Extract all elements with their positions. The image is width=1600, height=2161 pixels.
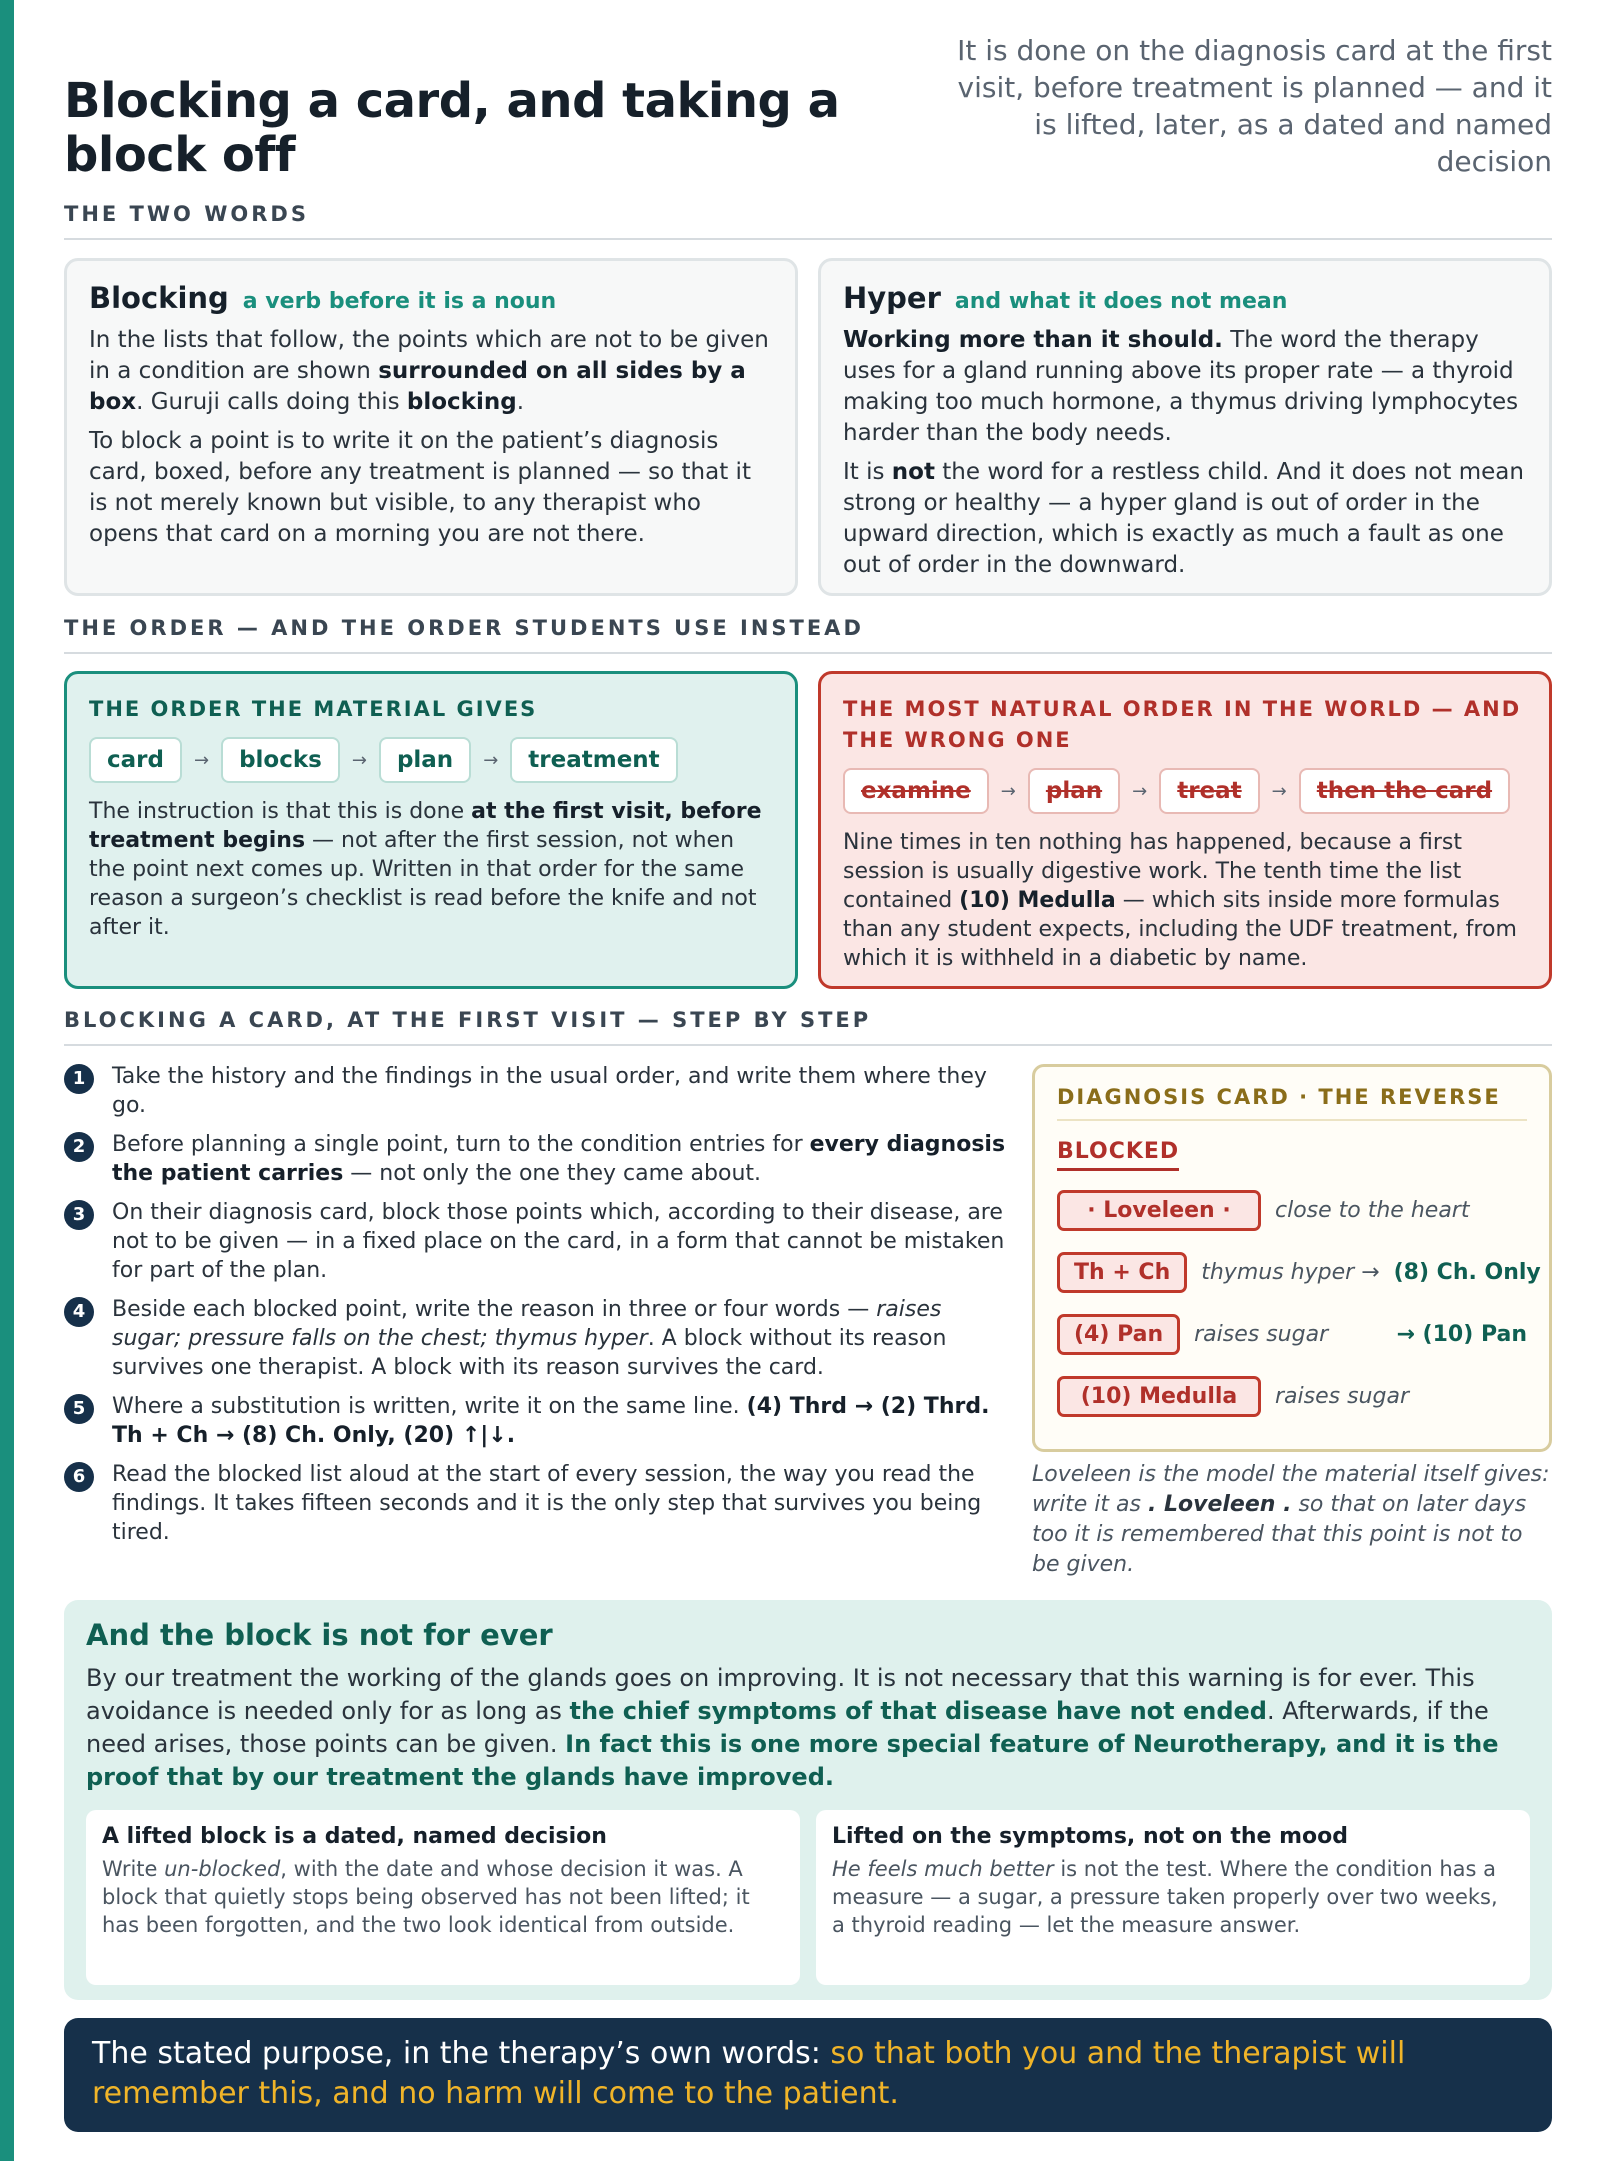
arrow-icon: → <box>1132 780 1148 802</box>
page <box>64 0 1552 2111</box>
blocked-point: (10) Medulla <box>1057 1376 1261 1417</box>
blocked-row <box>1057 1249 1541 1295</box>
step-1 <box>64 1062 1014 1120</box>
arrow-icon: → <box>351 749 367 771</box>
chip-treatment: treatment <box>510 737 677 783</box>
not-forever-subcards <box>86 1810 1530 1985</box>
step-3 <box>64 1198 1014 1285</box>
order-good-text: The instruction is that this is done at the first visit, before treatment begins — not after the first session, not when the point next comes up. Written in that order for the same reason a surgeon’s checklist is read before the knife and not after it. <box>89 799 762 940</box>
section-label: BLOCKING A CARD, AT THE FIRST VISIT — STEP BY STEP <box>64 1008 872 1032</box>
blocked-point: · Loveleen · <box>1057 1190 1261 1231</box>
hyper-word: Hyper <box>843 281 941 315</box>
blocked-reason: close to the heart <box>1275 1197 1470 1223</box>
diagnosis-card <box>1032 1064 1552 1452</box>
blocked-reason: raises sugar <box>1194 1321 1329 1347</box>
step-4 <box>64 1295 1014 1382</box>
blocking-word: Blocking <box>89 281 229 315</box>
order-good-chips <box>89 737 773 783</box>
step-text: On their diagnosis card, block those points which, according to their disease, are not to be given — in a fixed place on the card, in a form that cannot be mistaken for part of the plan. <box>112 1200 1005 1283</box>
arrow-icon: → <box>193 749 210 771</box>
lifted-block-card <box>86 1810 800 1985</box>
blocked-point: Th + Ch <box>1057 1252 1187 1293</box>
blocking-p2: To block a point is to write it on the patient’s diagnosis card, boxed, before any treatment is planned — so that it is not merely known but visible, to any therapist who opens that card on a morning you are not there. <box>89 428 751 547</box>
step-text: Beside each blocked point, write the reason in three or four words — raises sugar; pressure falls on the chest; thymus hyper. A block without its reason survives one therapist. A block with its reason survives the card. <box>112 1297 947 1380</box>
chip-plan: plan <box>1028 768 1120 814</box>
blocked-row <box>1057 1373 1527 1419</box>
lifted-symptoms-card <box>816 1810 1530 1985</box>
step-5 <box>64 1392 1014 1450</box>
chip-blocks: blocks <box>221 737 340 783</box>
divider <box>64 1044 1552 1046</box>
chip-card: card <box>89 737 182 783</box>
not-forever-title: And the block is not for ever <box>86 1618 553 1652</box>
blocked-reason: raises sugar <box>1275 1383 1409 1409</box>
step-number: 6 <box>64 1462 94 1492</box>
step-text: Where a substitution is written, write it on the same line. (4) Thrd → (2) Thrd. Th + Ch → (8) Ch. Only, (20) ↑|↓. <box>112 1394 990 1448</box>
chip-examine: examine <box>843 768 989 814</box>
order-bad-chips <box>843 768 1527 814</box>
order-bad-title: THE MOST NATURAL ORDER IN THE WORLD — AND THE WRONG ONE <box>843 697 1522 752</box>
step-number: 4 <box>64 1297 94 1327</box>
step-number: 2 <box>64 1132 94 1162</box>
not-forever-panel <box>64 1600 1552 2000</box>
hyper-card <box>818 258 1552 596</box>
lifted-symptoms-text: He feels much better is not the test. Where the condition has a measure — a sugar, a pressure taken properly over two weeks, a thyroid reading — let the measure answer. <box>832 1857 1498 1937</box>
diagnosis-card-title: DIAGNOSIS CARD · THE REVERSE <box>1057 1085 1527 1121</box>
lifted-symptoms-title: Lifted on the symptoms, not on the mood <box>832 1824 1348 1849</box>
blocked-row <box>1057 1187 1527 1233</box>
divider <box>64 238 1552 240</box>
step-text: Read the blocked list aloud at the start of every session, the way you read the findings. It takes fifteen seconds and it is the only step that survives you being tired. <box>112 1462 982 1545</box>
not-forever-body: By our treatment the working of the glands goes on improving. It is not necessary that this warning is for ever. This avoidance is needed only for as long as the chief symptoms of that disease have not ended. Afterwards, if the need arises, those points can be given. In fact this is one more special feature of Neurotherapy, and it is the proof that by our treatment the glands have improved. <box>86 1664 1499 1791</box>
section-order <box>64 616 1552 654</box>
accent-bar <box>0 0 14 2161</box>
step-2 <box>64 1130 1014 1188</box>
page-subtitle: It is done on the diagnosis card at the first visit, before treatment is planned — and it is lifted, later, as a dated and named decision <box>957 34 1552 178</box>
lifted-block-text: Write un-blocked, with the date and whose decision it was. A block that quietly stops being observed has not been lifted; it has been forgotten, and the two look identical from outside. <box>102 1857 750 1937</box>
substitution: (8) Ch. Only <box>1393 1259 1541 1285</box>
arrow-icon: → <box>483 749 499 771</box>
header <box>64 0 1552 195</box>
blocked-label: BLOCKED <box>1057 1139 1179 1171</box>
section-two-words <box>64 202 1552 240</box>
divider <box>64 652 1552 654</box>
step-number: 3 <box>64 1200 94 1230</box>
hyper-p1: Working more than it should. The word the therapy uses for a gland running above its proper rate — a thyroid making too much hormone, a thymus driving lymphocytes harder than the body needs. <box>843 327 1519 446</box>
substitution: → (10) Pan <box>1396 1321 1527 1347</box>
arrow-icon: → <box>1271 780 1287 802</box>
order-bad-text: Nine times in ten nothing has happened, because a first session is usually digestive work. The tenth time the list contained (10) Medulla — which sits inside more formulas than any student expects, including the UDF treatment, from which it is withheld in a diabetic by name. <box>843 830 1517 971</box>
section-label: THE TWO WORDS <box>64 202 309 226</box>
blocking-card <box>64 258 798 596</box>
steps-list <box>64 1062 1014 1557</box>
lifted-block-title: A lifted block is a dated, named decision <box>102 1824 607 1849</box>
blocking-sub: a verb before it is a noun <box>242 289 557 314</box>
order-good-card <box>64 671 798 989</box>
purpose-banner: The stated purpose, in the therapy’s own words: so that both you and the therapist will remember this, and no harm will come to the patient. <box>64 2018 1552 2132</box>
chip-plan: plan <box>379 737 471 783</box>
step-text: Take the history and the findings in the usual order, and write them where they go. <box>112 1064 987 1118</box>
hyper-p2: It is not the word for a restless child. And it does not mean strong or healthy — a hyper gland is out of order in the upward direction, which is exactly as much a fault as one out of order in the downward. <box>843 459 1524 578</box>
section-steps <box>64 1008 1552 1046</box>
chip-then-the-card: then the card <box>1299 768 1510 814</box>
order-good-title: THE ORDER THE MATERIAL GIVES <box>89 697 538 721</box>
chip-treat: treat <box>1159 768 1259 814</box>
arrow-icon: → <box>1000 780 1016 802</box>
blocked-reason: thymus hyper → <box>1201 1259 1380 1285</box>
blocked-point: (4) Pan <box>1057 1314 1180 1355</box>
step-6 <box>64 1460 1014 1547</box>
section-label: THE ORDER — AND THE ORDER STUDENTS USE INSTEAD <box>64 616 864 640</box>
step-text: Before planning a single point, turn to the condition entries for every diagnosis the patient carries — not only the one they came about. <box>112 1132 1006 1186</box>
diagnosis-card-caption: Loveleen is the model the material itself gives: write it as . Loveleen . so that on later days too it is remembered that this point is not to be given. <box>1032 1462 1550 1577</box>
order-bad-card <box>818 671 1552 989</box>
hyper-sub: and what it does not mean <box>954 289 1288 314</box>
blocked-row <box>1057 1311 1527 1357</box>
step-number: 5 <box>64 1394 94 1424</box>
blocking-p1: In the lists that follow, the points which are not to be given in a condition are shown surrounded on all sides by a box. Guruji calls doing this blocking. <box>89 327 769 415</box>
step-number: 1 <box>64 1064 94 1094</box>
page-title: Blocking a card, and taking a block off <box>64 73 840 183</box>
